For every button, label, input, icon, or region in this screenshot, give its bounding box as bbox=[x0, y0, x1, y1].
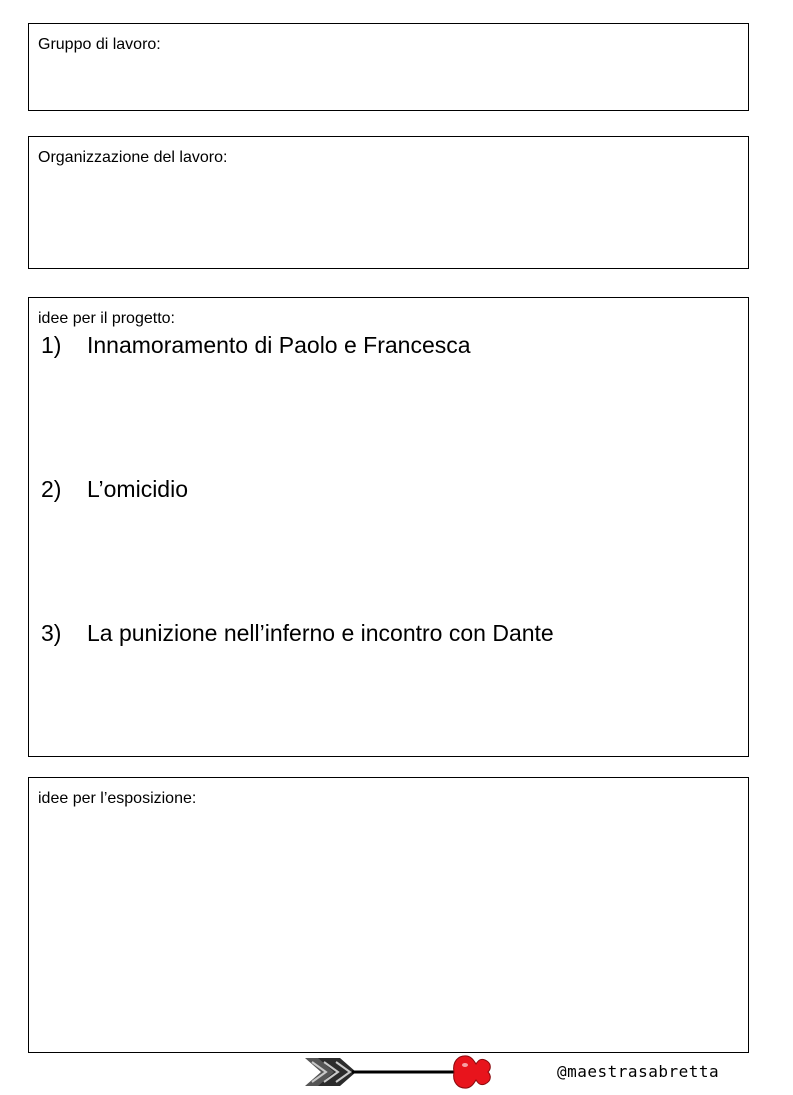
idee-progetto-label: idee per il progetto: bbox=[38, 310, 175, 327]
heart-icon bbox=[454, 1056, 491, 1088]
idea-number: 2) bbox=[41, 476, 62, 502]
gruppo-di-lavoro-label: Gruppo di lavoro: bbox=[38, 36, 161, 53]
idee-esposizione-box bbox=[28, 777, 749, 1053]
idea-text: L’omicidio bbox=[87, 476, 188, 502]
idea-item bbox=[41, 475, 188, 503]
idea-text: La punizione nell’inferno e incontro con Dante bbox=[87, 620, 554, 646]
idea-number: 3) bbox=[41, 620, 62, 646]
idea-text: Innamoramento di Paolo e Francesca bbox=[87, 332, 471, 358]
idea-item bbox=[41, 331, 471, 359]
arrow-shaft bbox=[352, 1071, 462, 1074]
idea-number: 1) bbox=[41, 332, 62, 358]
organizzazione-box bbox=[28, 136, 749, 269]
arrow-fletching bbox=[305, 1058, 356, 1086]
gruppo-di-lavoro-box bbox=[28, 23, 749, 111]
idee-progetto-box bbox=[28, 297, 749, 757]
idee-esposizione-label: idee per l’esposizione: bbox=[38, 790, 197, 807]
idea-item bbox=[41, 619, 554, 647]
author-handle: @maestrasabretta bbox=[557, 1062, 720, 1081]
heart-arrow-icon bbox=[302, 1052, 492, 1092]
organizzazione-label: Organizzazione del lavoro: bbox=[38, 149, 228, 166]
